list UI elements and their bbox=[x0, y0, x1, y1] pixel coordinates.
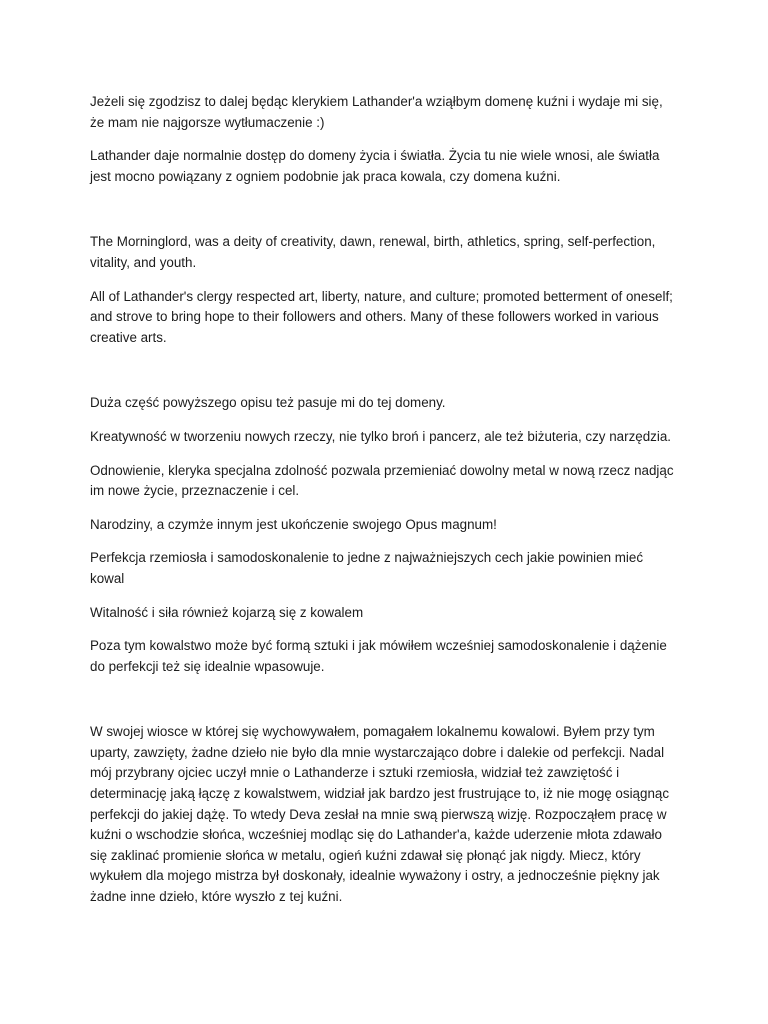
section-gap bbox=[90, 200, 680, 232]
paragraph-life-light: Lathander daje normalnie dostęp do domeny życia i światła. Życia tu nie wiele wnosi, ale światła jest mocno powiązany z ogniem podobnie jak praca kowala, czy domena kuźni. bbox=[90, 148, 660, 184]
paragraph-description-fits: Duża część powyższego opisu też pasuje mi do tej domeny. bbox=[90, 395, 446, 411]
paragraph-morninglord: The Morninglord, was a deity of creativity, dawn, renewal, birth, athletics, spring, self-perfection, vitality, and youth. bbox=[90, 234, 656, 270]
paragraph-perfection: Perfekcja rzemiosła i samodoskonalenie to jedne z najważniejszych cech jakie powinien mieć kowal bbox=[90, 550, 644, 586]
paragraph-art: Poza tym kowalstwo może być formą sztuki i jak mówiłem wcześniej samodoskonalenie i dążenie do perfekcji też się idealnie wpasowuje. bbox=[90, 638, 667, 674]
paragraph-clergy: All of Lathander's clergy respected art, liberty, nature, and culture; promoted betterment of oneself; and strove to bring hope to their followers and others. Many of these followers worked in various creative arts. bbox=[90, 288, 673, 345]
paragraph-creativity: Kreatywność w tworzeniu nowych rzeczy, nie tylko broń i pancerz, ale też biżuteria, czy narzędzia. bbox=[90, 428, 672, 444]
paragraph-domain-choice: Jeżeli się zgodzisz to dalej będąc klerykiem Lathander'a wziąłbym domenę kuźni i wydaje mi się, że mam nie najgorsze wytłumaczenie :) bbox=[90, 94, 663, 130]
paragraph-vitality: Witalność i siła również kojarzą się z kowalem bbox=[90, 604, 364, 620]
paragraph-backstory: W swojej wiosce w której się wychowywałem, pomagałem lokalnemu kowalowi. Byłem przy tym uparty, zawzięty, żadne dzieło nie było dla mnie wystarczająco dobre i dalekie od perfekcji. Nadal mój przybrany ojciec uczył mnie o Lathanderze i sztuki rzemiosła, widział też zawziętość i determinację jaką łączę z kowalstwem, widział jak bardzo jest frustrujące to, iż nie mogę osiągnąc perfekcji do jakiej dążę. To wtedy Deva zesłał na mnie swą pierwszą wizję. Rozpocząłem pracę w kuźni o wschodzie słońca, wcześniej modląc się do Lathander'a, każde uderzenie młota zdawało się zaklinać promienie słońca w metalu, ogień kuźni zdawał się płonąć jak nigdy. Miecz, który wykułem dla mojego mistrza był doskonały, idealnie wyważony i ostry, a jednocześnie piękny jak żadne inne dzieło, które wyszło z tej kuźni. bbox=[90, 724, 670, 905]
document-body bbox=[90, 92, 680, 921]
paragraph-renewal: Odnowienie, kleryka specjalna zdolność pozwala przemieniać dowolny metal w nową rzecz nadjąc im nowe życie, przeznaczenie i cel. bbox=[90, 462, 674, 499]
paragraph-birth: Narodziny, a czymże innym jest ukończenie swojego Opus magnum! bbox=[90, 516, 497, 532]
section-gap bbox=[90, 690, 680, 722]
section-gap bbox=[90, 361, 680, 393]
